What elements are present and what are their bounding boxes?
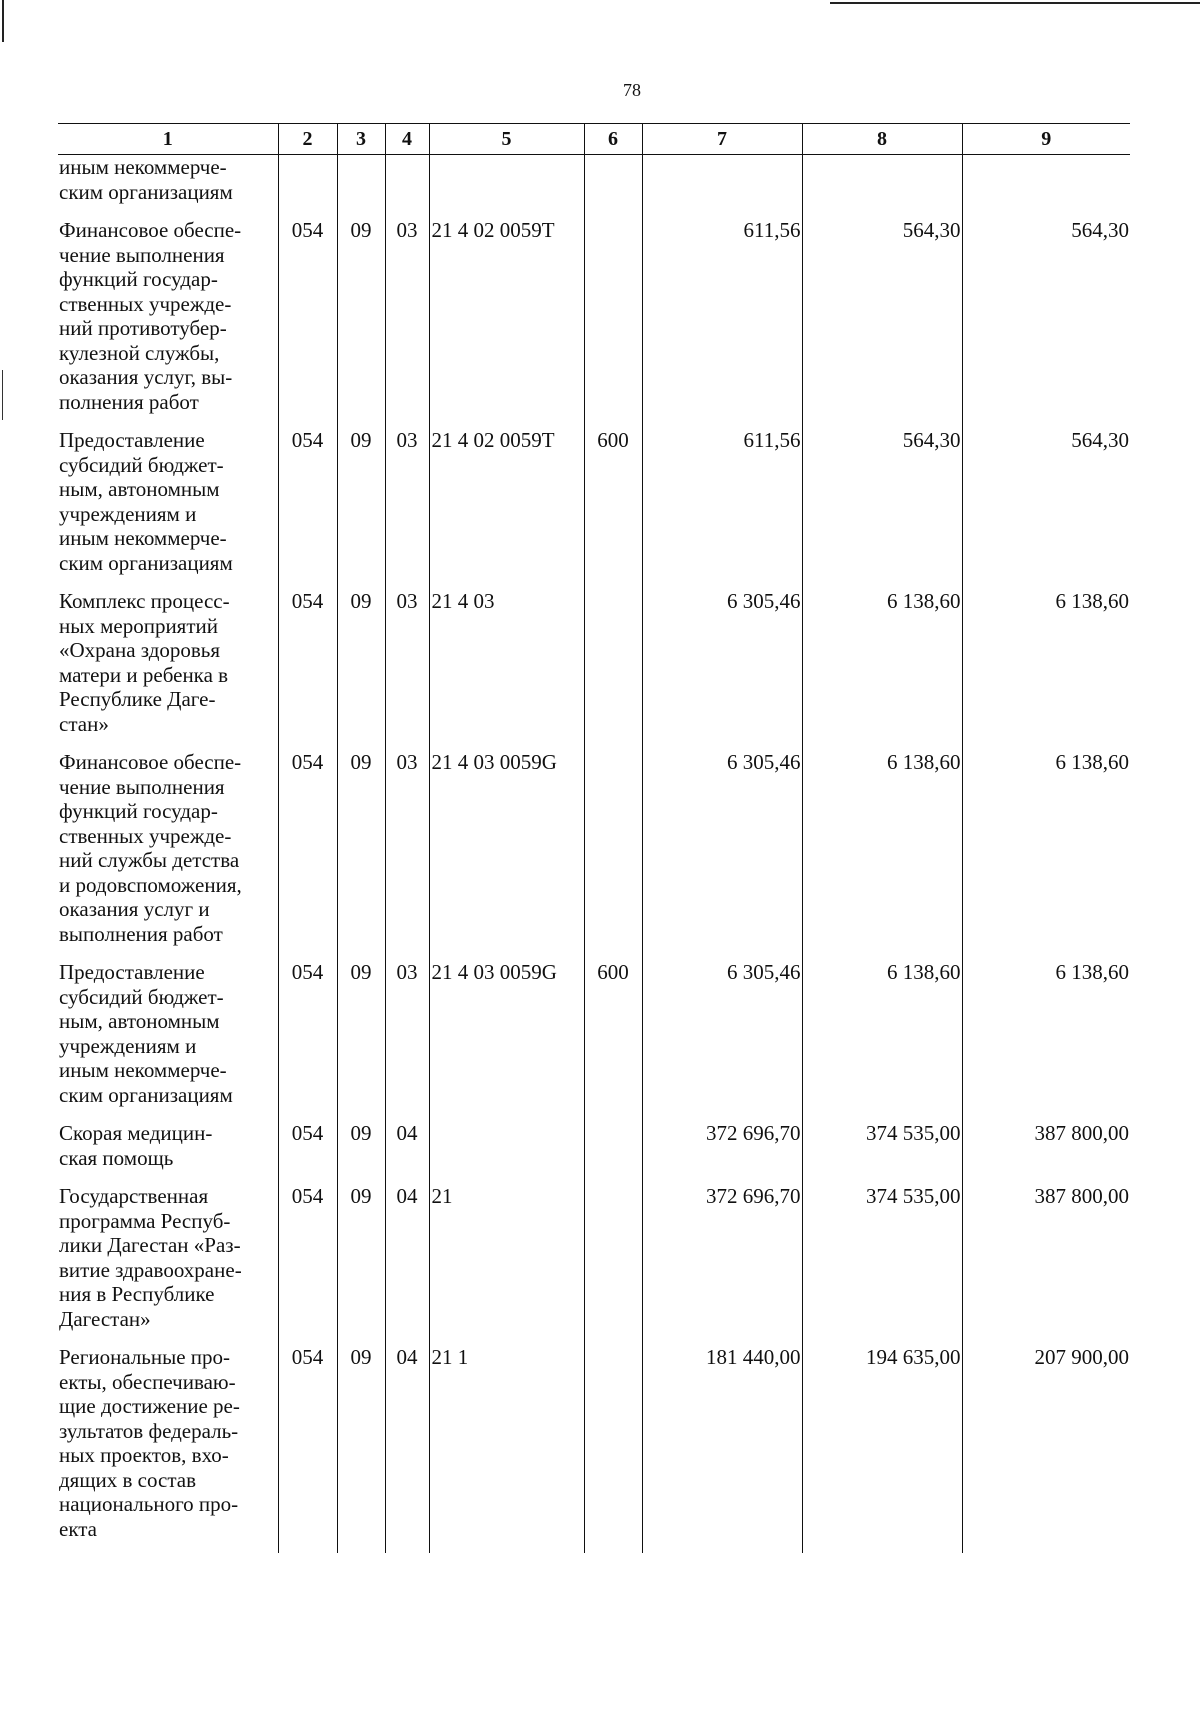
cell-amount-year-3: 6 138,60: [962, 960, 1130, 1121]
item-name-line: Финансовое обеспе-: [59, 218, 242, 242]
cell-section-code: 09: [337, 1121, 385, 1184]
item-name-line: матери и ребенка в: [59, 662, 229, 687]
cell-ministry-code: 054: [278, 428, 337, 589]
item-name-line: дящих в состав: [59, 1467, 197, 1492]
item-name-line: стан»: [59, 711, 109, 736]
cell-subsection-code: 03: [385, 428, 429, 589]
cell-target-article: 21: [429, 1184, 584, 1345]
item-name-line: Предоставление: [59, 428, 205, 452]
column-header: 2: [278, 124, 337, 155]
cell-section-code: 09: [337, 750, 385, 960]
item-name-line: ственных учрежде-: [59, 291, 232, 316]
cell-target-article: 21 1: [429, 1345, 584, 1553]
cell-amount-year-1: 181 440,00: [642, 1345, 802, 1553]
cell-amount-year-3: 6 138,60: [962, 750, 1130, 960]
item-name-line: учреждениям и: [59, 1033, 197, 1058]
cell-amount-year-1: 6 305,46: [642, 960, 802, 1121]
cell-item-name: [58, 155, 278, 219]
cell-section-code: [337, 155, 385, 219]
item-name-line: чение выполнения: [59, 774, 225, 799]
cell-section-code: 09: [337, 428, 385, 589]
item-name-line: учреждениям и: [59, 501, 197, 526]
cell-amount-year-3: 387 800,00: [962, 1184, 1130, 1345]
cell-item-name: [58, 1345, 278, 1553]
item-name-line: витие здравоохране-: [59, 1257, 242, 1282]
cell-amount-year-1: 611,56: [642, 218, 802, 428]
cell-amount-year-2: 6 138,60: [802, 589, 962, 750]
column-header: 1: [58, 124, 278, 155]
item-name-line: щие достижение ре-: [59, 1394, 240, 1418]
cell-item-name: [58, 428, 278, 589]
item-name-line: полнения работ: [59, 389, 199, 414]
cell-expense-type: [584, 1184, 642, 1345]
item-name-line: екта: [59, 1516, 98, 1541]
cell-target-article: [429, 1121, 584, 1184]
item-name-line: кулезной службы,: [59, 340, 220, 365]
item-name-line: чение выполнения: [59, 242, 225, 267]
item-name-line: Комплекс процесс-: [59, 589, 230, 613]
column-header: 9: [962, 124, 1130, 155]
scan-edge-mark: [2, 370, 3, 420]
cell-amount-year-1: 372 696,70: [642, 1121, 802, 1184]
cell-item-name: [58, 750, 278, 960]
item-name-line: ний противотубер-: [59, 316, 227, 340]
cell-target-article: 21 4 03 0059G: [429, 960, 584, 1121]
cell-item-name: [58, 1184, 278, 1345]
cell-expense-type: [584, 750, 642, 960]
item-name-line: Государственная: [59, 1184, 209, 1208]
item-name-line: функций государ-: [59, 799, 218, 823]
item-name-line: ний службы детства: [59, 848, 240, 872]
item-name-line: иным некоммерче-: [59, 155, 227, 179]
column-header: 7: [642, 124, 802, 155]
item-name-line: зультатов федераль-: [59, 1418, 239, 1443]
cell-amount-year-3: 6 138,60: [962, 589, 1130, 750]
cell-target-article: 21 4 02 0059Т: [429, 428, 584, 589]
item-name-line: ным, автономным: [59, 1009, 220, 1033]
cell-target-article: 21 4 02 0059Т: [429, 218, 584, 428]
cell-expense-type: [584, 1121, 642, 1184]
item-name-line: иным некоммерче-: [59, 526, 227, 550]
page-number: 78: [623, 80, 641, 100]
item-name-line: субсидий бюджет-: [59, 452, 224, 477]
cell-amount-year-1: 611,56: [642, 428, 802, 589]
item-name-line: национального про-: [59, 1492, 239, 1516]
table-row: [58, 155, 1130, 219]
item-name-line: лики Дагестан «Раз-: [59, 1233, 241, 1257]
item-name-line: ским организациям: [59, 1082, 233, 1107]
cell-amount-year-1: 372 696,70: [642, 1184, 802, 1345]
cell-amount-year-2: 374 535,00: [802, 1121, 962, 1184]
table-row: [58, 1121, 1130, 1184]
cell-subsection-code: 04: [385, 1184, 429, 1345]
cell-target-article: [429, 155, 584, 219]
cell-amount-year-3: 387 800,00: [962, 1121, 1130, 1184]
cell-subsection-code: 04: [385, 1121, 429, 1184]
item-name-line: ным, автономным: [59, 477, 220, 501]
item-name-line: ственных учрежде-: [59, 823, 232, 848]
cell-amount-year-3: [962, 155, 1130, 219]
item-name-line: выполнения работ: [59, 921, 223, 946]
cell-ministry-code: 054: [278, 218, 337, 428]
item-name-line: программа Респуб-: [59, 1208, 231, 1233]
budget-table: [58, 123, 1130, 1553]
cell-ministry-code: [278, 155, 337, 219]
cell-section-code: 09: [337, 1184, 385, 1345]
item-name-line: субсидий бюджет-: [59, 984, 224, 1009]
cell-ministry-code: 054: [278, 750, 337, 960]
cell-ministry-code: 054: [278, 1345, 337, 1553]
cell-item-name: [58, 589, 278, 750]
cell-section-code: 09: [337, 589, 385, 750]
cell-subsection-code: 04: [385, 1345, 429, 1553]
table-row: [58, 960, 1130, 1121]
cell-amount-year-2: [802, 155, 962, 219]
item-name-line: и родовспоможения,: [59, 872, 242, 897]
cell-amount-year-2: 6 138,60: [802, 960, 962, 1121]
cell-expense-type: [584, 218, 642, 428]
cell-subsection-code: [385, 155, 429, 219]
cell-amount-year-1: [642, 155, 802, 219]
table-row: [58, 750, 1130, 960]
cell-amount-year-2: 194 635,00: [802, 1345, 962, 1553]
item-name-line: оказания услуг и: [59, 897, 210, 921]
cell-section-code: 09: [337, 218, 385, 428]
cell-target-article: 21 4 03: [429, 589, 584, 750]
item-name-line: оказания услуг, вы-: [59, 365, 233, 389]
cell-subsection-code: 03: [385, 589, 429, 750]
item-name-line: ния в Республике: [59, 1282, 215, 1306]
item-name-line: Дагестан»: [59, 1306, 151, 1331]
cell-subsection-code: 03: [385, 218, 429, 428]
table-row: [58, 589, 1130, 750]
column-header: 3: [337, 124, 385, 155]
cell-amount-year-2: 564,30: [802, 218, 962, 428]
cell-amount-year-3: 564,30: [962, 428, 1130, 589]
cell-target-article: 21 4 03 0059G: [429, 750, 584, 960]
cell-expense-type: 600: [584, 960, 642, 1121]
item-name-line: Финансовое обеспе-: [59, 750, 242, 774]
item-name-line: екты, обеспечиваю-: [59, 1369, 236, 1394]
cell-subsection-code: 03: [385, 960, 429, 1121]
cell-expense-type: [584, 1345, 642, 1553]
scan-edge-top: [830, 2, 1200, 4]
item-name-line: функций государ-: [59, 267, 218, 291]
item-name-line: Региональные про-: [59, 1345, 231, 1369]
cell-section-code: 09: [337, 960, 385, 1121]
cell-item-name: [58, 1121, 278, 1184]
scan-edge-left: [2, 0, 4, 42]
column-header: 6: [584, 124, 642, 155]
item-name-line: Республике Даге-: [59, 687, 216, 711]
item-name-line: иным некоммерче-: [59, 1058, 227, 1082]
table-row: [58, 1184, 1130, 1345]
table-body: [58, 155, 1130, 1554]
cell-amount-year-3: 207 900,00: [962, 1345, 1130, 1553]
cell-expense-type: [584, 589, 642, 750]
item-name-line: ская помощь: [59, 1145, 174, 1170]
item-name-line: ных проектов, вхо-: [59, 1443, 229, 1467]
cell-ministry-code: 054: [278, 589, 337, 750]
item-name-line: Скорая медицин-: [59, 1121, 213, 1145]
item-name-line: «Охрана здоровья: [59, 638, 221, 662]
cell-expense-type: [584, 155, 642, 219]
cell-amount-year-2: 6 138,60: [802, 750, 962, 960]
column-header: 8: [802, 124, 962, 155]
table-row: [58, 1345, 1130, 1553]
cell-amount-year-1: 6 305,46: [642, 750, 802, 960]
cell-expense-type: 600: [584, 428, 642, 589]
cell-amount-year-2: 564,30: [802, 428, 962, 589]
cell-ministry-code: 054: [278, 960, 337, 1121]
cell-ministry-code: 054: [278, 1121, 337, 1184]
item-name-line: ским организациям: [59, 179, 233, 204]
item-name-line: ных мероприятий: [59, 613, 218, 638]
column-header: 5: [429, 124, 584, 155]
item-name-line: Предоставление: [59, 960, 205, 984]
cell-ministry-code: 054: [278, 1184, 337, 1345]
cell-amount-year-3: 564,30: [962, 218, 1130, 428]
table-row: [58, 218, 1130, 428]
cell-item-name: [58, 218, 278, 428]
cell-section-code: 09: [337, 1345, 385, 1553]
cell-amount-year-2: 374 535,00: [802, 1184, 962, 1345]
table-row: [58, 428, 1130, 589]
column-header: 4: [385, 124, 429, 155]
cell-item-name: [58, 960, 278, 1121]
cell-amount-year-1: 6 305,46: [642, 589, 802, 750]
cell-subsection-code: 03: [385, 750, 429, 960]
item-name-line: ским организациям: [59, 550, 233, 575]
table-header-row: [58, 124, 1130, 155]
